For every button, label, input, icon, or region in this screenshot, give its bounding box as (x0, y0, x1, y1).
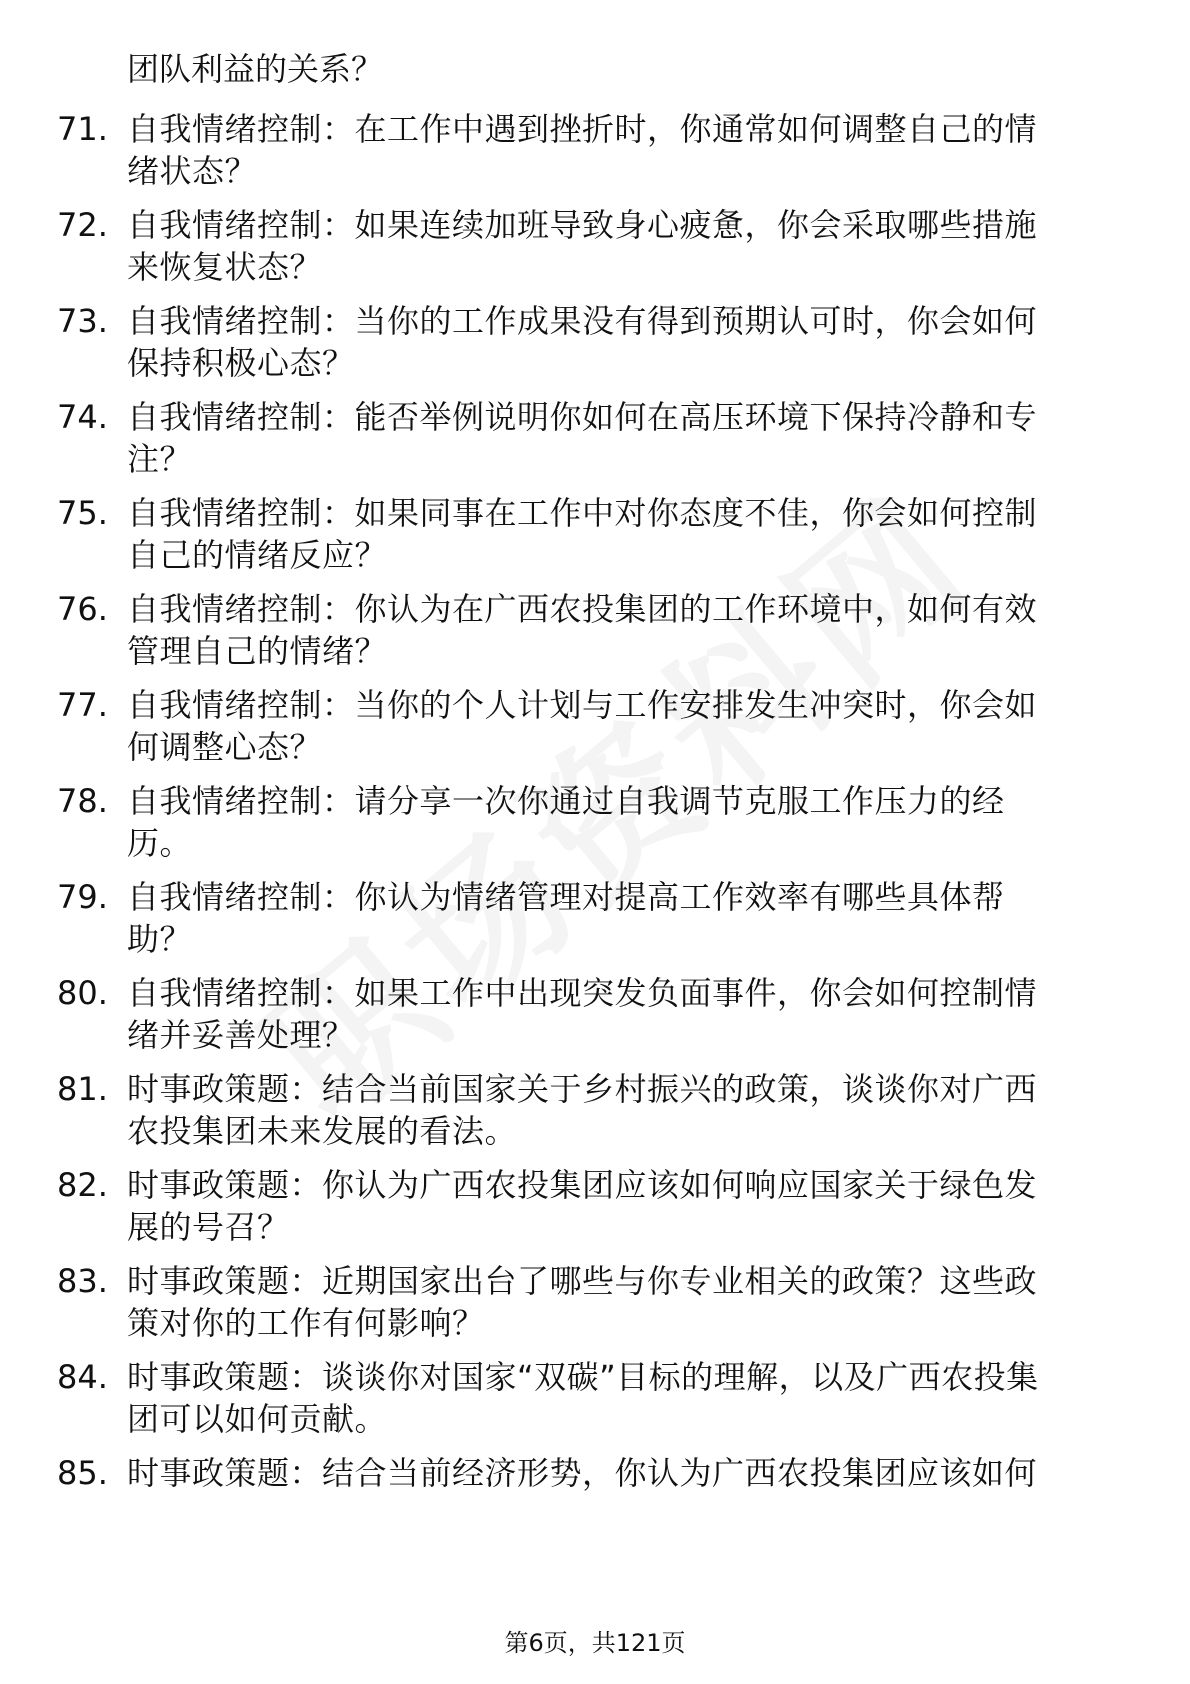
question-number: 84. (57, 1358, 108, 1396)
question-text (127, 876, 1127, 960)
question-text (127, 780, 1127, 864)
question-line: 来恢复状态？ (127, 248, 323, 286)
question-text (127, 492, 1127, 576)
question-number: 81. (57, 1070, 108, 1108)
question-line: 绪状态？ (127, 152, 258, 190)
question-line: 自我情绪控制：当你的个人计划与工作安排发生冲突时，你会如 (127, 686, 1038, 724)
question-text (127, 1356, 1127, 1440)
question-line: 自我情绪控制：请分享一次你通过自我调节克服工作压力的经 (127, 782, 1005, 820)
question-text (127, 1068, 1127, 1152)
question-number: 71. (57, 110, 108, 148)
question-line: 助？ (127, 920, 193, 958)
question-text (127, 684, 1127, 768)
question-line: 时事政策题：结合当前经济形势，你认为广西农投集团应该如何 (127, 1454, 1038, 1492)
question-text (127, 300, 1127, 384)
question-line: 时事政策题：近期国家出台了哪些与你专业相关的政策？这些政 (127, 1262, 1038, 1300)
question-number: 76. (57, 590, 108, 628)
question-line: 自我情绪控制：如果连续加班导致身心疲惫，你会采取哪些措施 (127, 206, 1038, 244)
continuation-text: 团队利益的关系？ (127, 50, 384, 88)
question-text (127, 1164, 1127, 1248)
question-text (127, 1452, 1127, 1494)
question-line: 管理自己的情绪？ (127, 632, 388, 670)
question-line: 自我情绪控制：你认为在广西农投集团的工作环境中，如何有效 (127, 590, 1038, 628)
question-text (127, 204, 1127, 288)
question-number: 79. (57, 878, 108, 916)
question-number: 75. (57, 494, 108, 532)
question-line: 自我情绪控制：能否举例说明你如何在高压环境下保持冷静和专 (127, 398, 1038, 436)
question-text (127, 588, 1127, 672)
question-text (127, 972, 1127, 1056)
question-line: 自己的情绪反应？ (127, 536, 388, 574)
question-line: 自我情绪控制：如果工作中出现突发负面事件，你会如何控制情 (127, 974, 1038, 1012)
question-number: 74. (57, 398, 108, 436)
question-number: 78. (57, 782, 108, 820)
question-number: 72. (57, 206, 108, 244)
question-number: 80. (57, 974, 108, 1012)
question-line: 展的号召？ (127, 1208, 290, 1246)
question-number: 77. (57, 686, 108, 724)
question-line: 注？ (127, 440, 193, 478)
question-line: 历。 (127, 824, 193, 862)
question-number: 85. (57, 1454, 108, 1492)
question-line: 绪并妥善处理？ (127, 1016, 355, 1054)
question-line: 时事政策题：谈谈你对国家“双碳”目标的理解，以及广西农投集 (127, 1358, 1039, 1396)
question-line: 自我情绪控制：你认为情绪管理对提高工作效率有哪些具体帮 (127, 878, 1005, 916)
question-line: 何调整心态？ (127, 728, 323, 766)
question-line: 农投集团未来发展的看法。 (127, 1112, 518, 1150)
question-number: 83. (57, 1262, 108, 1300)
question-line: 自我情绪控制：在工作中遇到挫折时，你通常如何调整自己的情 (127, 110, 1038, 148)
question-line: 保持积极心态？ (127, 344, 355, 382)
question-number: 82. (57, 1166, 108, 1204)
question-line: 自我情绪控制：当你的工作成果没有得到预期认可时，你会如何 (127, 302, 1038, 340)
question-line: 策对你的工作有何影响？ (127, 1304, 485, 1342)
page-footer: 第6页，共121页 (504, 1629, 686, 1657)
question-text (127, 396, 1127, 480)
question-line: 自我情绪控制：如果同事在工作中对你态度不佳，你会如何控制 (127, 494, 1038, 532)
question-text (127, 108, 1127, 192)
question-number: 73. (57, 302, 108, 340)
question-line: 时事政策题：你认为广西农投集团应该如何响应国家关于绿色发 (127, 1166, 1038, 1204)
question-line: 团可以如何贡献。 (127, 1400, 388, 1438)
question-text (127, 1260, 1127, 1344)
question-line: 时事政策题：结合当前国家关于乡村振兴的政策，谈谈你对广西 (127, 1070, 1038, 1108)
